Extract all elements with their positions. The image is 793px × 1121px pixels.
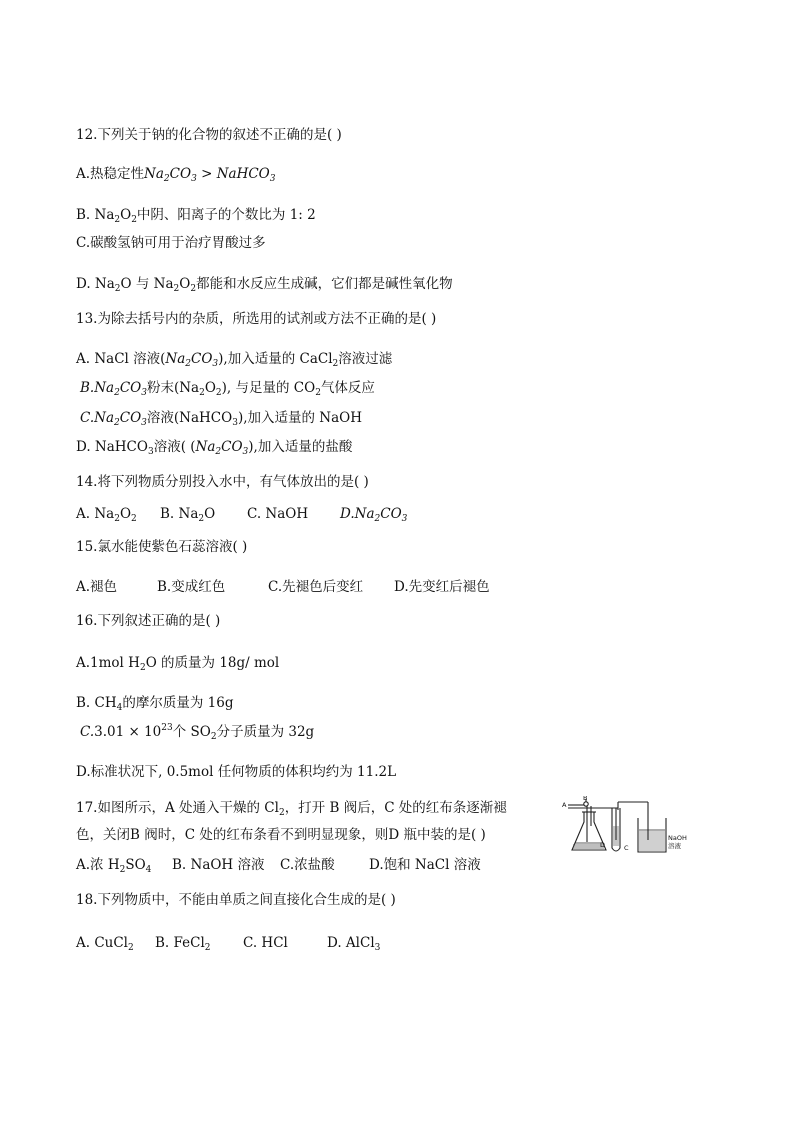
fig-label-a: A (562, 801, 567, 809)
q18-option-c: C. HCl (243, 935, 288, 951)
fig-label-d: D (600, 841, 606, 849)
q14-option-b: B. $Na_2O$ (160, 506, 216, 524)
q15-option-c: C.先褪色后变红 (268, 579, 364, 595)
q16-stem: 16.下列叙述正确的是( ) (76, 613, 221, 629)
q18-option-d: D. AlCl$_3$ (327, 935, 381, 953)
q17-option-a: A.浓 $H_2SO_4$ (76, 857, 152, 875)
q16-option-b: B. $CH_4$的摩尔质量为 16g (76, 695, 234, 713)
fig-label-b: B (583, 796, 588, 802)
fig-label-c: C (624, 844, 629, 852)
q14-option-c: C. NaOH (247, 506, 309, 522)
q16-option-c: $C.3.01 \times 10^{23}$个 $SO_2$分子质量为 32g (80, 723, 315, 742)
q15-option-d: D.先变红后褪色 (394, 579, 490, 595)
q14-option-a: A. $Na_2O_2$ (76, 506, 137, 524)
q17-stem-line1: 17.如图所示，A 处通入干燥的 $Cl_2$，打开 B 阀后，C 处的红布条逐渐褪 (76, 800, 507, 818)
q12-option-a: A.热稳定性$Na_2CO_3$ > NaHCO$_3$ (76, 166, 276, 184)
q17-option-b: B. NaOH 溶液 (172, 857, 265, 873)
q15-option-a: A.褪色 (76, 579, 118, 595)
q12-option-c: C.碳酸氢钠可用于治疗胃酸过多 (76, 235, 266, 251)
q13-option-a: A. NaCl 溶液$(Na_2CO_3)$,加入适量的 CaCl$_2$溶液过滤 (76, 351, 393, 369)
q17-option-d: D.饱和 NaCl 溶液 (369, 857, 481, 873)
q17-option-c: C.浓盐酸 (280, 857, 335, 873)
q12-stem: 12.下列关于钠的化合物的叙述不正确的是( ) (76, 127, 342, 143)
q16-option-d: D.标准状况下, 0.5mol 任何物质的体积均约为 11.2L (76, 764, 397, 780)
q13-stem: 13.为除去括号内的杂质，所选用的试剂或方法不正确的是( ) (76, 311, 437, 327)
q16-option-a: A.1mol $H_2O$ 的质量为 18g/ mol (76, 655, 280, 673)
q13-option-b: $B.Na_2CO_3$粉末$(Na_2O_2)$, 与足量的 $CO_2$气体反应 (80, 380, 375, 398)
q14-option-d: $D.Na_2CO_3$ (340, 506, 408, 524)
q18-option-a: A. CuCl$_2$ (76, 935, 134, 953)
q12-option-b: B. $Na_2O_2$中阴、阳离子的个数比为 1: 2 (76, 207, 316, 225)
q13-option-c: $C.Na_2CO_3$溶液(NaHCO$_3$),加入适量的 NaOH (80, 410, 362, 428)
q15-stem: 15.氯水能使紫色石蕊溶液( ) (76, 539, 248, 555)
fig-label-solution: 溶液 (668, 842, 681, 850)
gas-apparatus-diagram (562, 796, 696, 858)
q17-stem-line2: 色，关闭B 阀时，C 处的红布条看不到明显现象，则D 瓶中装的是( ) (76, 827, 486, 843)
q15-option-b: B.变成红色 (157, 579, 226, 595)
q14-stem: 14.将下列物质分别投入水中，有气体放出的是( ) (76, 474, 369, 490)
q13-option-d: D. NaHCO$_3$溶液( $(Na_2CO_3)$,加入适量的盐酸 (76, 439, 353, 457)
q18-option-b: B. FeCl$_2$ (155, 935, 211, 953)
fig-label-naoh: NaOH (668, 834, 687, 842)
q18-stem: 18.下列物质中，不能由单质之间直接化合生成的是( ) (76, 892, 396, 908)
q12-option-d: D. $Na_2O$ 与 $Na_2O_2$都能和水反应生成碱，它们都是碱性氧化物 (76, 276, 453, 294)
